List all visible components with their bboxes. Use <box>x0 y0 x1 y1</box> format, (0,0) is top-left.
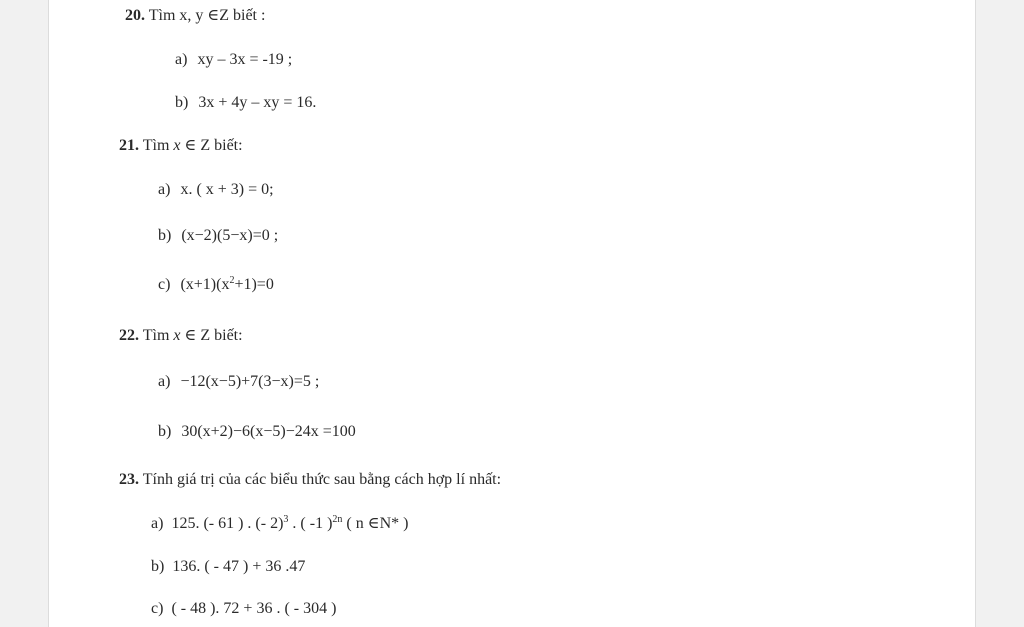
problem-20-number: 20. <box>125 7 145 24</box>
problem-23-title: Tính giá trị của các biểu thức sau bằng cách hợp lí nhất: <box>142 471 502 488</box>
problem-23-a <box>151 514 408 534</box>
problem-23-a-sup-1: 3 <box>283 514 289 525</box>
problem-21-title-post: ∈ Z biết: <box>184 137 243 154</box>
problem-20-a <box>175 50 292 70</box>
problem-22-heading <box>119 326 243 346</box>
problem-20-a-expr: xy – 3x = -19 ; <box>197 51 293 68</box>
problem-21-a <box>158 180 274 200</box>
problem-21-title-pre: Tìm <box>142 137 170 154</box>
problem-23-c-expr: ( - 48 ). 72 + 36 . ( - 304 ) <box>171 600 337 617</box>
problem-21-title-var: x <box>173 137 181 154</box>
problem-20-title: Tìm x, y ∈Z biết : <box>148 7 266 24</box>
problem-20-b-expr: 3x + 4y – xy = 16. <box>198 94 317 111</box>
problem-22-title-post: ∈ Z biết: <box>184 327 243 344</box>
problem-23-heading <box>119 470 501 490</box>
problem-23-a-expr-1: 125. (- 61 ) . (- 2) <box>171 515 284 532</box>
problem-23-c <box>151 599 336 619</box>
problem-21-c <box>158 275 274 295</box>
problem-20-b-label: b) <box>175 94 189 111</box>
problem-22-title-pre: Tìm <box>142 327 170 344</box>
problem-22-a-expr: −12(x−5)+7(3−x)=5 ; <box>180 373 320 390</box>
problem-22-title-var: x <box>173 327 181 344</box>
problem-21-a-label: a) <box>158 181 171 198</box>
problem-21-c-expr <box>180 276 273 293</box>
problem-21-a-expr: x. ( x + 3) = 0; <box>180 181 274 198</box>
problem-21-b-expr: (x−2)(5−x)=0 ; <box>181 227 279 244</box>
problem-21-c-expr-sup: 2 <box>229 275 235 286</box>
problem-22-number: 22. <box>119 327 139 344</box>
problem-21-c-expr-post: +1)=0 <box>234 276 274 293</box>
problem-21-b-label: b) <box>158 227 172 244</box>
problem-23-b-expr: 136. ( - 47 ) + 36 .47 <box>172 558 306 575</box>
problem-20-heading <box>125 6 265 26</box>
problem-20-b <box>175 93 316 113</box>
problem-22-b-expr: 30(x+2)−6(x−5)−24x =100 <box>181 423 356 440</box>
problem-23-number: 23. <box>119 471 139 488</box>
problem-22-a-label: a) <box>158 373 171 390</box>
problem-23-a-expr <box>171 515 408 532</box>
problem-22-a <box>158 372 319 392</box>
problem-23-b <box>151 557 305 577</box>
problem-23-b-label: b) <box>151 558 165 575</box>
problem-20-a-label: a) <box>175 51 188 68</box>
problem-23-a-label: a) <box>151 515 164 532</box>
problem-21-c-expr-pre: (x+1)(x <box>180 276 230 293</box>
problem-21-heading <box>119 136 243 156</box>
problem-21-b <box>158 226 278 246</box>
problem-21-number: 21. <box>119 137 139 154</box>
problem-23-a-expr-2: . ( -1 ) <box>288 515 333 532</box>
problem-23-c-label: c) <box>151 600 164 617</box>
problem-21-c-label: c) <box>158 276 171 293</box>
problem-23-a-sup-2: 2n <box>332 514 343 525</box>
problem-22-b <box>158 422 356 442</box>
problem-22-b-label: b) <box>158 423 172 440</box>
problem-23-a-expr-3: ( n ∈N* ) <box>342 515 409 532</box>
